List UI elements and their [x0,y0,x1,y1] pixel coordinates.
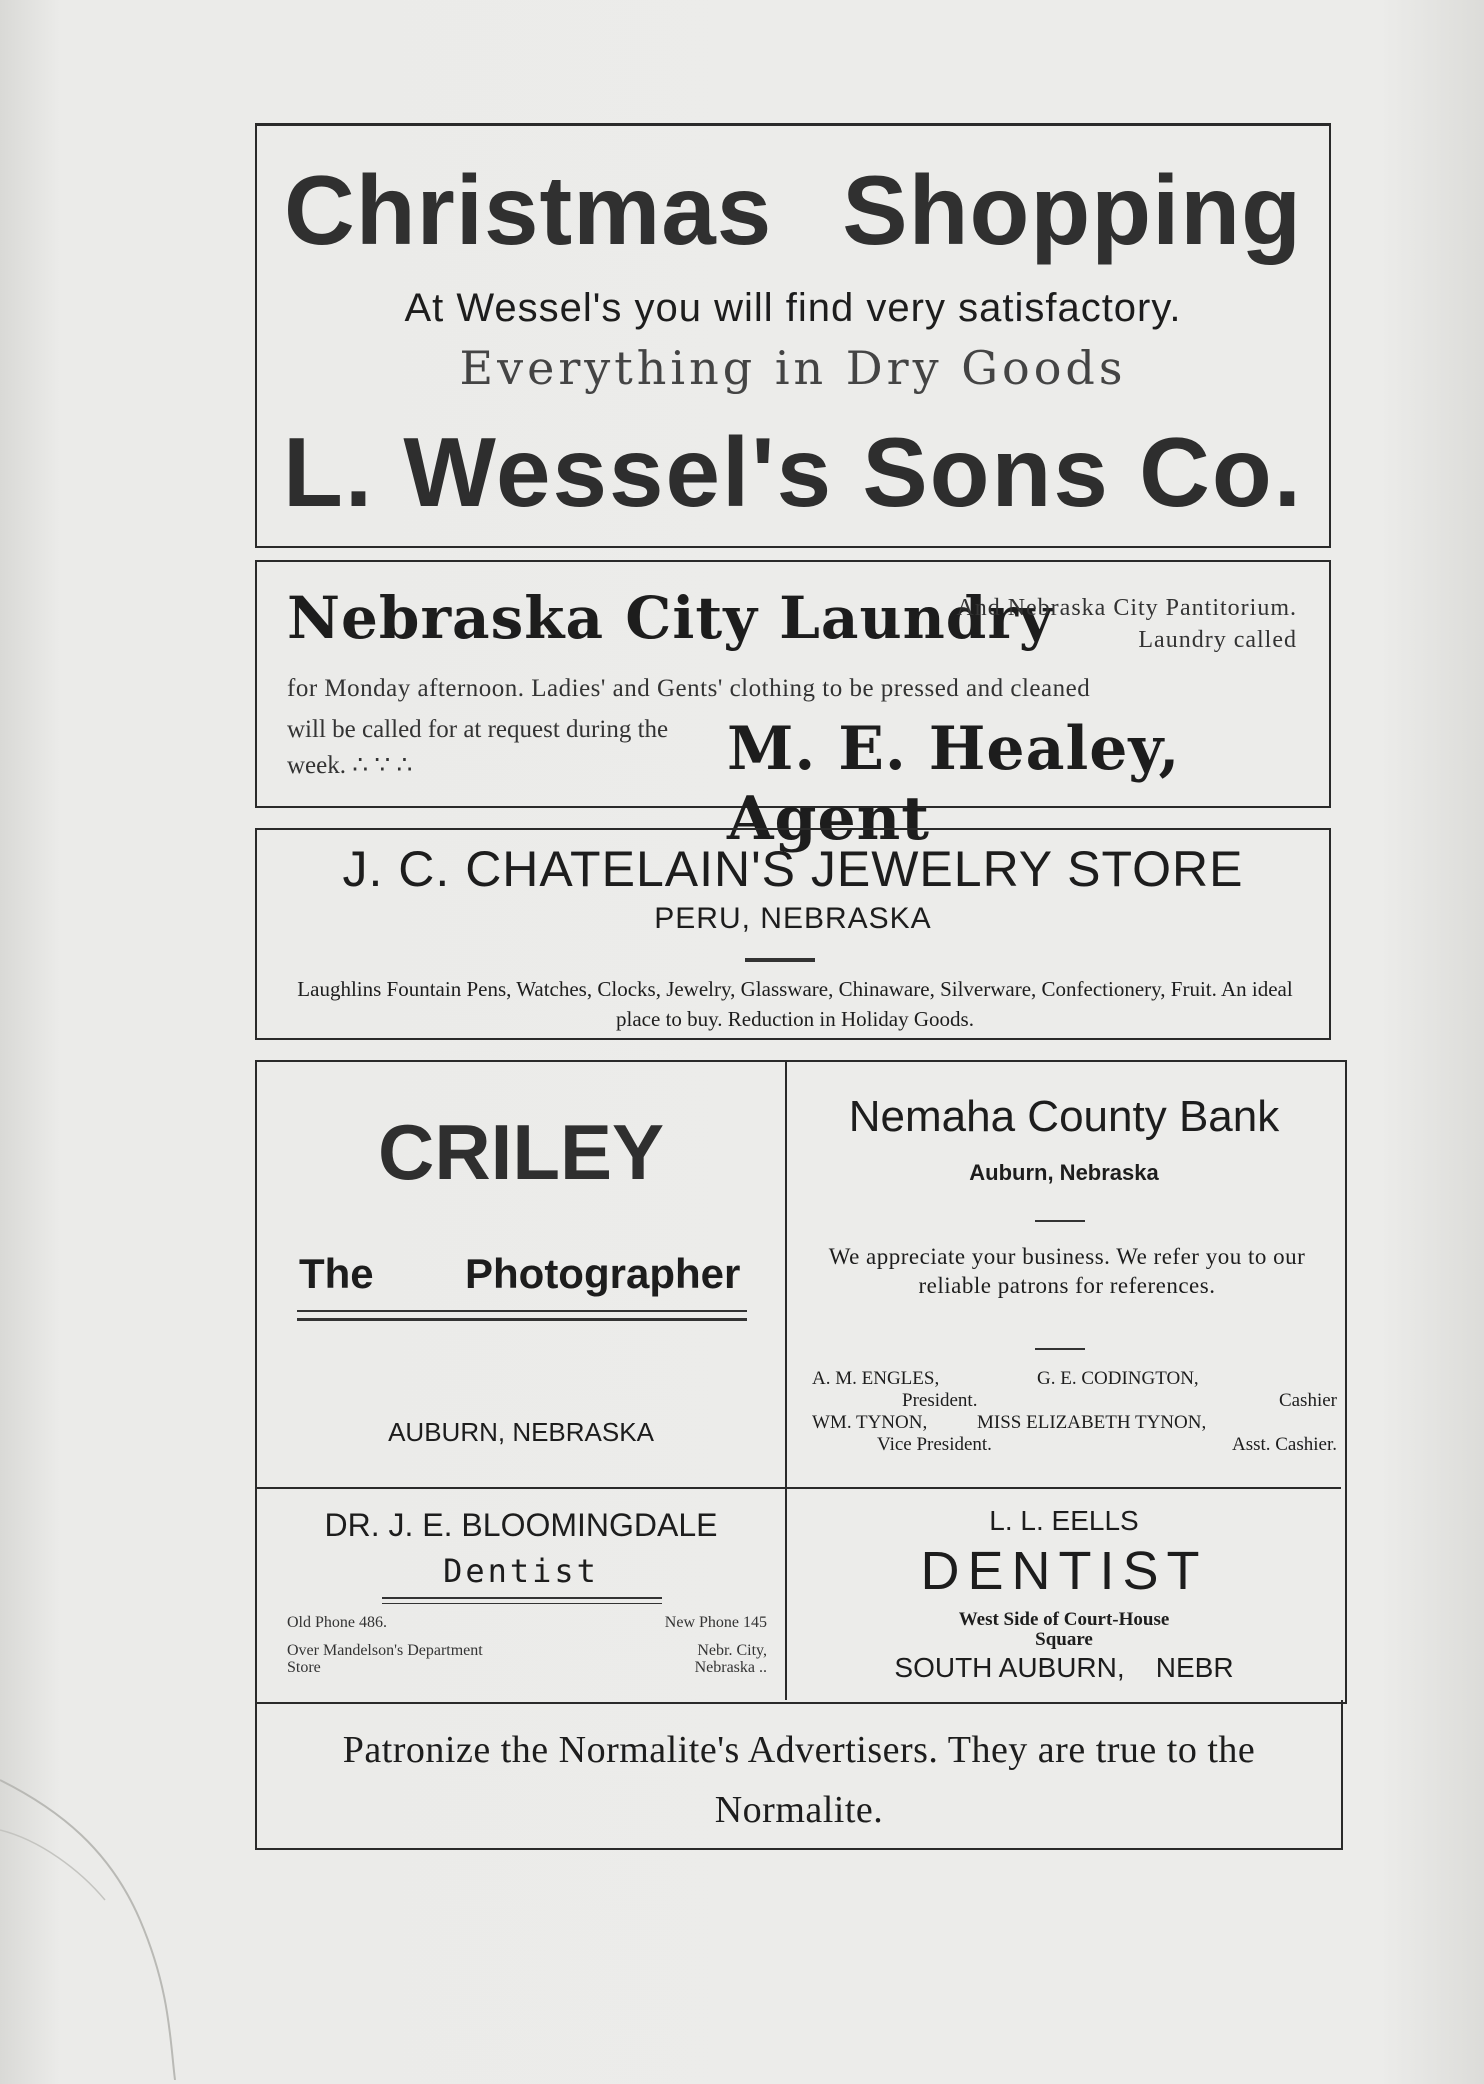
headline-shopping: Shopping [842,155,1303,265]
officer-row [812,1412,1337,1434]
officer1-name: A. M. ENGLES, [812,1368,940,1389]
bank-town: Auburn, Nebraska [969,1160,1159,1185]
bank-message: We appreciate your business. We refer you to our reliable patrons for references. [828,1244,1306,1298]
bank-name: Nemaha County Bank [848,1092,1280,1141]
officer2-name: G. E. CODINGTON, [1037,1368,1199,1389]
bank-officers [812,1368,1337,1456]
jewelry-divider [745,958,815,962]
eells-location [787,1610,1341,1650]
criley-rule [297,1310,747,1321]
page-crease [0,1720,260,2080]
ornament-dots: ∴ ∵ ∴ [352,752,413,779]
wessel-advertisement [255,123,1331,548]
laundry-body-line: for Monday afternoon. Ladies' and Gents' clothing to be pressed and cleaned [287,675,1091,702]
grid-vertical-divider [785,1062,787,1700]
bloomingdale-new-phone: New Phone 145 [664,1614,767,1631]
jewelry-title: J. C. CHATELAIN'S JEWELRY STORE [342,841,1244,897]
officer-row [812,1368,1337,1390]
jewelry-description: Laughlins Fountain Pens, Watches, Clocks, Jewelry, Glassware, Chinaware, Silverware, Confectionery, Fruit. An ideal place to buy. Reduction in Holiday Goods. [297,977,1293,1031]
grid-horizontal-divider [257,1487,1341,1489]
wessel-headline [257,154,1329,267]
bloomingdale-old-phone: Old Phone 486. [287,1614,387,1631]
wessel-firm-name: L. Wessel's Sons Co. [283,417,1303,527]
bloomingdale-rule [382,1597,662,1604]
patronize-text: Patronize the Normalite's Advertisers. They are true to the Normalite. [342,1729,1256,1831]
criley-name: CRILEY [377,1108,665,1196]
criley-the: The [299,1250,374,1297]
officer3-title: Vice President. [877,1434,992,1455]
eells-town [787,1652,1341,1684]
officer-row [812,1434,1337,1456]
bloomingdale-name: DR. J. E. BLOOMINGDALE [324,1507,718,1543]
wessel-dry-goods: Everything in Dry Goods [459,341,1127,395]
patronize-notice [255,1700,1343,1850]
bloomingdale-profession: Dentist [443,1552,599,1590]
criley-photographer: Photographer [465,1250,741,1297]
bank-divider-bottom [1035,1348,1085,1350]
laundry-note-text: will be called for at request during the week. [287,716,669,779]
criley-town: AUBURN, NEBRASKA [388,1417,654,1447]
bank-divider-top [1035,1220,1085,1222]
laundry-agent: M. E. Healey, Agent [727,714,1181,854]
officer1-title: President. [902,1390,978,1411]
jewelry-advertisement [255,828,1331,1040]
laundry-side-text: And Nebraska City Pantitorium. Laundry called [956,595,1297,653]
laundry-advertisement [255,560,1331,854]
eells-location-text: West Side of Court-House Square [958,1609,1170,1650]
jewelry-town: PERU, NEBRASKA [654,902,932,935]
wessel-tagline: At Wessel's you will find very satisfactory. [404,286,1182,330]
bloomingdale-city: Nebr. City, Nebraska .. [694,1642,767,1676]
eells-name: L. L. EELLS [989,1505,1139,1536]
ad-grid [255,1060,1347,1704]
officer3-name: WM. TYNON, [812,1412,928,1433]
eells-town-name: SOUTH AUBURN, [894,1652,1125,1683]
officer-row [812,1390,1337,1412]
officer4-title: Asst. Cashier. [1231,1434,1337,1455]
officer4-name: MISS ELIZABETH TYNON, [977,1412,1207,1433]
bloomingdale-address: Over Mandelson's Department Store [287,1642,483,1676]
eells-profession: DENTIST [920,1541,1208,1601]
eells-state: NEBR [1155,1652,1234,1683]
officer2-title: Cashier [1278,1390,1337,1411]
laundry-body-note [287,712,707,784]
laundry-title: Nebraska City Laundry [287,584,1054,652]
headline-christmas: Christmas [283,155,773,265]
